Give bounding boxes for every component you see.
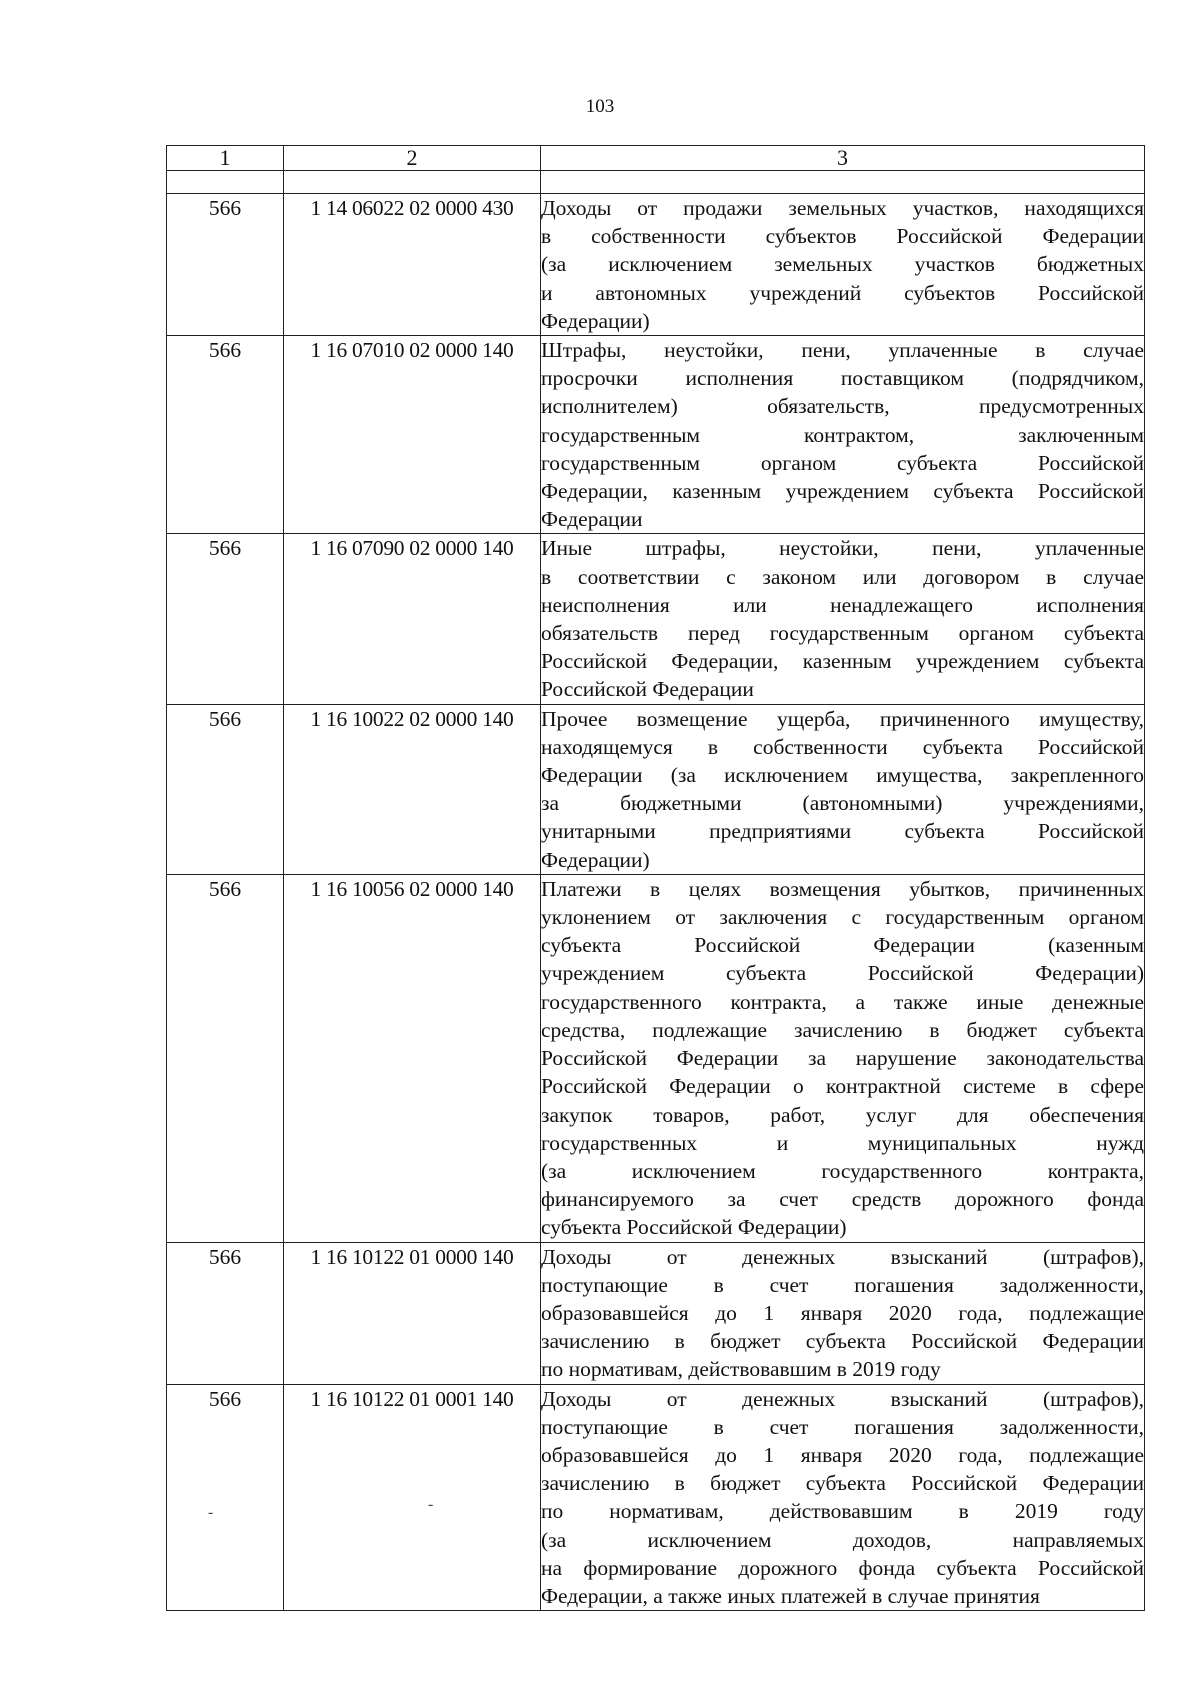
description-line: уклонением от заключения с государственным органом (541, 905, 1144, 930)
spacer-row (167, 171, 1145, 194)
description-line: учреждением субъекта Российской Федерации) (541, 961, 1144, 986)
description-line: Федерации, а также иных платежей в случае принятия (541, 1583, 1040, 1608)
budget-classification-code-cell: 1 16 07010 02 0000 140 (284, 336, 541, 534)
description-line: образовавшейся до 1 января 2020 года, подлежащие (541, 1442, 1144, 1467)
description-line: за бюджетными (автономными) учреждениями, (541, 791, 1144, 816)
revenue-description-cell (541, 1384, 1145, 1611)
description-line: Федерации, казенным учреждением субъекта Российской (541, 479, 1144, 504)
description-line: зачислению в бюджет субъекта Российской Федерации (541, 1471, 1144, 1496)
revenue-description-cell (541, 1242, 1145, 1384)
table-row (167, 704, 1145, 874)
description-line: Прочее возмещение ущерба, причиненного имуществу, (541, 706, 1144, 731)
description-line: Российской Федерации (541, 677, 754, 702)
description-line: субъекта Российской Федерации (казенным (541, 933, 1144, 958)
description-line: Доходы от продажи земельных участков, находящихся (541, 196, 1144, 220)
description-line: средства, подлежащие зачислению в бюджет субъекта (541, 1017, 1144, 1042)
admin-code-cell: 566 (167, 336, 284, 534)
spacer-cell (541, 171, 1145, 194)
spacer-cell (167, 171, 284, 194)
description-line: Доходы от денежных взысканий (штрафов), (541, 1244, 1144, 1269)
description-line: Федерации) (541, 308, 650, 333)
scan-mark: - (208, 1504, 214, 1521)
description-line: государственным контрактом, заключенным (541, 422, 1144, 447)
description-line: неисполнения или ненадлежащего исполнения (541, 592, 1144, 617)
admin-code-cell: 566 (167, 534, 284, 704)
table-row (167, 336, 1145, 534)
column-header-1: 1 (167, 146, 284, 171)
table-row (167, 1384, 1145, 1611)
description-line: по нормативам, действовавшим в 2019 году (541, 1357, 941, 1382)
description-line: Штрафы, неустойки, пени, уплаченные в случае (541, 338, 1144, 363)
description-line: (за исключением государственного контракта, (541, 1158, 1144, 1183)
description-line: обязательств перед государственным органом субъекта (541, 621, 1144, 646)
description-line: Федерации (541, 507, 643, 532)
page-number: 103 (585, 96, 615, 117)
revenue-description-cell (541, 534, 1145, 704)
table-header (167, 146, 1145, 171)
description-line: закупок товаров, работ, услуг для обеспечения (541, 1102, 1144, 1127)
description-line: на формирование дорожного фонда субъекта Российской (541, 1555, 1144, 1580)
description-line: финансируемого за счет средств дорожного фонда (541, 1187, 1144, 1212)
table-body (167, 171, 1145, 1611)
header-row (167, 146, 1145, 171)
budget-classification-code-cell: 1 16 10056 02 0000 140 (284, 874, 541, 1242)
description-line: субъекта Российской Федерации) (541, 1215, 847, 1240)
description-line: Платежи в целях возмещения убытков, причиненных (541, 876, 1144, 901)
scan-mark: - (428, 1496, 434, 1513)
description-line: образовавшейся до 1 января 2020 года, подлежащие (541, 1300, 1144, 1325)
description-line: Российской Федерации, казенным учреждением субъекта (541, 649, 1144, 674)
column-header-2: 2 (284, 146, 541, 171)
description-line: Федерации) (541, 847, 650, 872)
description-line: (за исключением доходов, направляемых (541, 1527, 1144, 1552)
description-line: по нормативам, действовавшим в 2019 году (541, 1499, 1144, 1524)
description-line: государственным органом субъекта Российской (541, 450, 1144, 475)
description-line: в соответствии с законом или договором в случае (541, 564, 1144, 589)
description-line: в собственности субъектов Российской Федерации (541, 224, 1144, 249)
revenue-description-cell (541, 336, 1145, 534)
description-line: государственного контракта, а также иные денежные (541, 989, 1144, 1014)
revenue-description-cell (541, 874, 1145, 1242)
description-line: поступающие в счет погашения задолженности, (541, 1414, 1144, 1439)
description-line: Российской Федерации о контрактной системе в сфере (541, 1074, 1144, 1099)
description-line: зачислению в бюджет субъекта Российской Федерации (541, 1329, 1144, 1354)
spacer-cell (284, 171, 541, 194)
admin-code-cell: 566 (167, 874, 284, 1242)
revenue-description-cell (541, 704, 1145, 874)
description-line: и автономных учреждений субъектов Российской (541, 280, 1144, 305)
description-line: просрочки исполнения поставщиком (подрядчиком, (541, 366, 1144, 391)
admin-code-cell: 566 (167, 194, 284, 336)
table-row (167, 874, 1145, 1242)
description-line: (за исключением земельных участков бюджетных (541, 252, 1144, 277)
budget-classification-code-cell: 1 16 10122 01 0001 140 (284, 1384, 541, 1611)
description-line: Российской Федерации за нарушение законодательства (541, 1046, 1144, 1071)
table-row (167, 534, 1145, 704)
admin-code-cell: 566 (167, 1242, 284, 1384)
budget-classification-code-cell: 1 14 06022 02 0000 430 (284, 194, 541, 336)
description-line: Доходы от денежных взысканий (штрафов), (541, 1386, 1144, 1411)
description-line: находящемуся в собственности субъекта Российской (541, 734, 1144, 759)
revenue-codes-table (166, 145, 1145, 1611)
admin-code-cell: 566 (167, 1384, 284, 1611)
description-line: Иные штрафы, неустойки, пени, уплаченные (541, 536, 1144, 561)
column-header-3: 3 (541, 146, 1145, 171)
budget-classification-code-cell: 1 16 07090 02 0000 140 (284, 534, 541, 704)
budget-classification-code-cell: 1 16 10122 01 0000 140 (284, 1242, 541, 1384)
table-row (167, 1242, 1145, 1384)
description-line: поступающие в счет погашения задолженности, (541, 1272, 1144, 1297)
description-line: исполнителем) обязательств, предусмотренных (541, 394, 1144, 419)
table-row (167, 194, 1145, 336)
description-line: государственных и муниципальных нужд (541, 1130, 1144, 1155)
description-line: унитарными предприятиями субъекта Российской (541, 819, 1144, 844)
admin-code-cell: 566 (167, 704, 284, 874)
description-line: Федерации (за исключением имущества, закрепленного (541, 763, 1144, 788)
budget-classification-code-cell: 1 16 10022 02 0000 140 (284, 704, 541, 874)
revenue-description-cell (541, 194, 1145, 336)
